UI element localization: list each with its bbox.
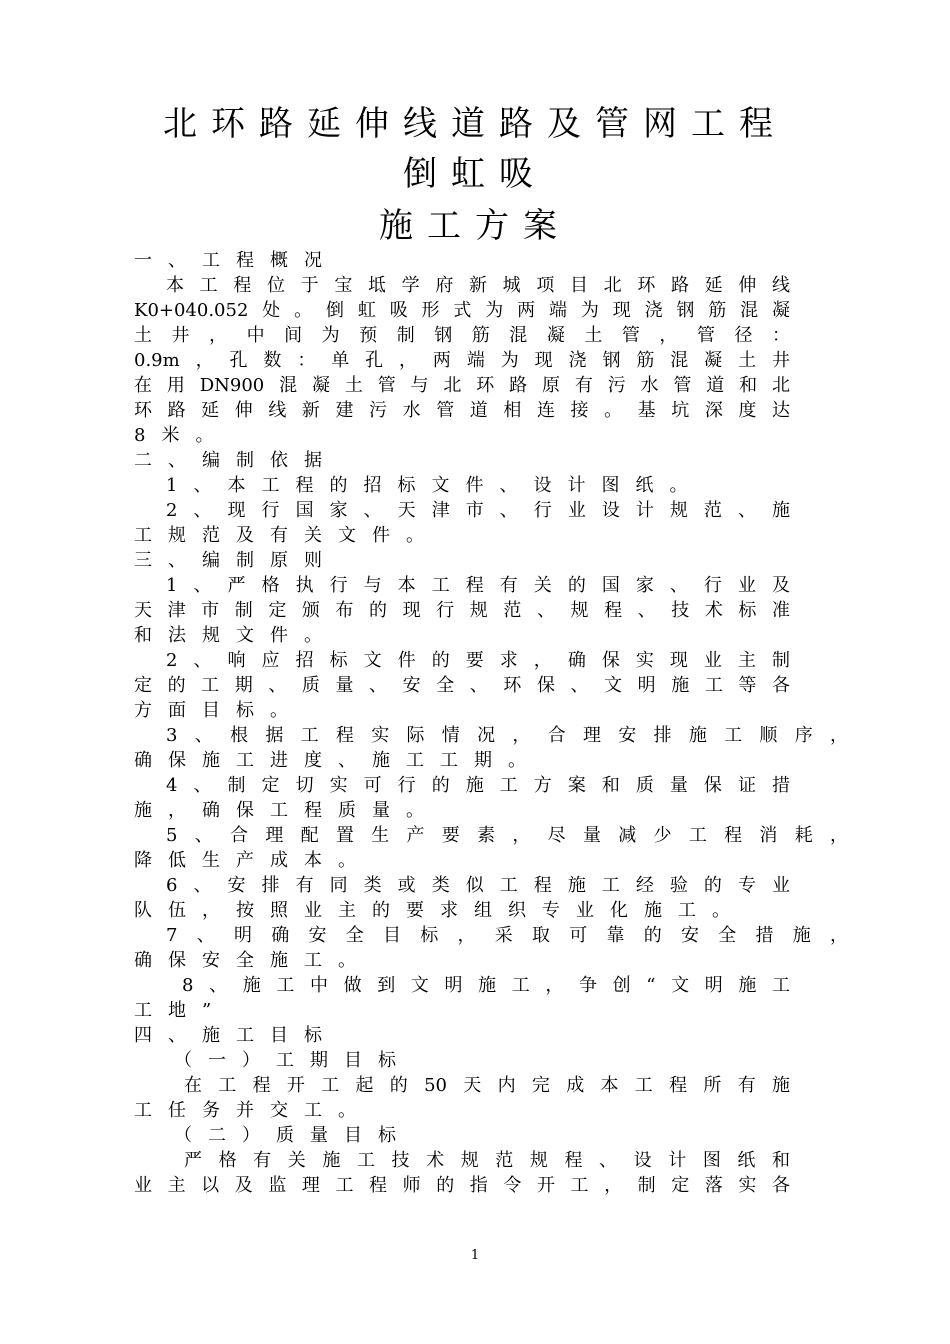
list-item: 5、合理配置生产要素，尽量减少工程消耗， xyxy=(166,825,848,846)
list-item: 1、本工程的招标文件、设计图纸。 xyxy=(166,475,704,496)
page-number: 1 xyxy=(470,1248,480,1263)
list-item-continuation: 工地” xyxy=(134,1000,228,1021)
list-item: 2、现行国家、天津市、行业设计规范、施 xyxy=(166,500,790,521)
paragraph-line: 土井，中间为预制钢筋混凝土管，管径： xyxy=(134,325,790,346)
list-item: 1、严格执行与本工程有关的国家、行业及 xyxy=(166,575,790,596)
section-heading: 三、编制原则 xyxy=(134,550,338,571)
paragraph-line: 在工程开工起的50天内完成本工程所有施 xyxy=(184,1075,790,1096)
section-heading: 四、施工目标 xyxy=(134,1025,338,1046)
paragraph-line: 工任务并交工。 xyxy=(134,1100,372,1121)
list-item-continuation: 天津市制定颁布的现行规范、规程、技术标准 xyxy=(134,600,790,621)
list-item-continuation: 队伍，按照业主的要求组织专业化施工。 xyxy=(134,900,746,921)
list-item: 6、安排有同类或类似工程施工经验的专业 xyxy=(166,875,790,896)
list-item-continuation: 施，确保工程质量。 xyxy=(134,800,440,821)
paragraph-line: 本工程位于宝坻学府新城项目北环路延伸线 xyxy=(166,275,790,296)
list-item-continuation: 方面目标。 xyxy=(134,700,304,721)
list-item: 3、根据工程实际情况，合理安排施工顺序， xyxy=(166,725,848,746)
document-title-line-3: 施工方案 xyxy=(379,206,571,246)
subsection-heading: （一）工期目标 xyxy=(174,1050,412,1071)
paragraph-line: 8米。 xyxy=(134,425,230,446)
list-item: 2、响应招标文件的要求，确保实现业主制 xyxy=(166,650,790,671)
paragraph-line: 0.9m，孔数：单孔，两端为现浇钢筋混凝土井 xyxy=(134,350,790,371)
list-item: 4、制定切实可行的施工方案和质量保证措 xyxy=(166,775,790,796)
list-item-continuation: 工规范及有关文件。 xyxy=(134,525,440,546)
document-title-line-2: 倒虹吸 xyxy=(403,154,547,194)
list-item: 7、明确安全目标，采取可靠的安全措施， xyxy=(166,925,848,946)
document-title-line-1: 北环路延伸线道路及管网工程 xyxy=(163,104,787,144)
section-heading: 二、编制依据 xyxy=(134,450,338,471)
section-heading: 一、工程概况 xyxy=(134,250,338,271)
paragraph-line: 业主以及监理工程师的指令开工，制定落实各 xyxy=(134,1175,790,1196)
document-body xyxy=(134,248,848,1198)
list-item: 8、施工中做到文明施工，争创“文明施工 xyxy=(182,975,790,996)
list-item-continuation: 和法规文件。 xyxy=(134,625,338,646)
list-item-continuation: 确保安全施工。 xyxy=(134,950,372,971)
list-item-continuation: 确保施工进度、施工工期。 xyxy=(134,750,542,771)
list-item-continuation: 定的工期、质量、安全、环保、文明施工等各 xyxy=(134,675,790,696)
paragraph-line: 严格有关施工技术规范规程、设计图纸和 xyxy=(184,1150,790,1171)
subsection-heading: （二）质量目标 xyxy=(174,1125,412,1146)
paragraph-line: 环路延伸线新建污水管道相连接。基坑深度达 xyxy=(134,400,790,421)
list-item-continuation: 降低生产成本。 xyxy=(134,850,372,871)
paragraph-line: 在用DN900混凝土管与北环路原有污水管道和北 xyxy=(134,375,790,396)
paragraph-line: K0+040.052处。倒虹吸形式为两端为现浇钢筋混凝 xyxy=(134,300,790,321)
